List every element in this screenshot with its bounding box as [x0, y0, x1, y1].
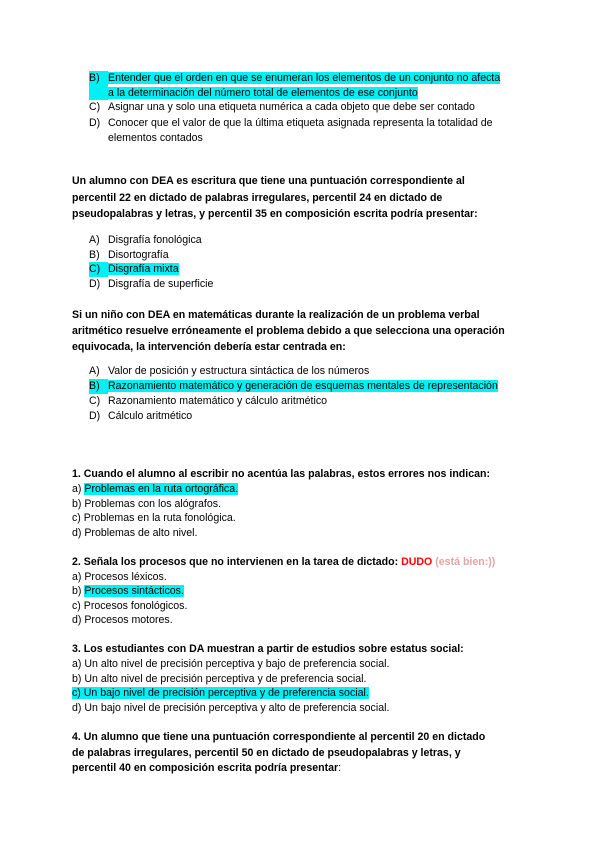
question-dea-escritura	[0, 173, 512, 223]
option-letter: C)	[89, 101, 101, 113]
option-text: Conocer que el valor de que la última etiqueta asignada representa la totalidad de	[108, 117, 493, 129]
option-text: Razonamiento matemático y generación de esquemas mentales de representación	[108, 380, 498, 392]
option-d	[0, 116, 600, 145]
option-letter: C)	[89, 262, 108, 277]
q1-option-a: a) Problemas en la ruta ortográfica.	[72, 483, 239, 495]
q2-option-c: c) Procesos fonológicos.	[72, 600, 188, 612]
question-line: aritmético resuelve erróneamente el problema debido a que selecciona una operación	[72, 325, 505, 337]
option-text: Disgrafía de superficie	[108, 278, 214, 290]
option-c	[0, 394, 600, 409]
question-2-title: 2. Señala los procesos que no intervienen en la tarea de dictado: DUDO (está bien:))	[72, 556, 496, 568]
dudo-note: DUDO	[401, 556, 433, 568]
q3-option-d: d) Un bajo nivel de precisión perceptiva y alto de preferencia social.	[72, 702, 390, 714]
option-letter: A)	[89, 234, 100, 246]
option-b	[0, 71, 600, 100]
question-3-title: 3. Los estudiantes con DA muestran a partir de estudios sobre estatus social:	[72, 643, 464, 655]
option-c	[0, 100, 600, 115]
answer-highlight: Procesos sintácticos.	[84, 585, 184, 597]
question-1-title: 1. Cuando el alumno al escribir no acentúa las palabras, estos errores nos indican:	[72, 468, 490, 480]
option-letter: A)	[89, 365, 100, 377]
option-d	[0, 409, 600, 424]
question-line: equivocada, la intervención debería estar centrada en:	[72, 341, 346, 353]
option-text: Disgrafía fonológica	[108, 234, 202, 246]
answer-highlight: Problemas en la ruta ortográfica.	[84, 483, 239, 495]
answer-highlight: c) Un bajo nivel de precisión perceptiva y de preferencia social.	[72, 687, 369, 699]
option-b	[0, 248, 600, 263]
option-letter: D)	[89, 117, 101, 129]
q2-option-b: b) Procesos sintácticos.	[72, 585, 184, 597]
option-b	[0, 379, 600, 394]
option-text: Disgrafía mixta	[108, 263, 179, 275]
option-text: Razonamiento matemático y cálculo aritmético	[108, 395, 328, 407]
question-dea-matematicas	[0, 307, 532, 355]
question-line: pseudopalabras y letras, y percentil 35 en composición escrita podría presentar:	[72, 208, 478, 220]
q3-option-b: b) Un alto nivel de precisión perceptiva y de preferencia social.	[72, 673, 367, 685]
q3-option-a: a) Un alto nivel de precisión perceptiva y bajo de preferencia social.	[72, 658, 390, 670]
option-letter: B)	[89, 249, 100, 261]
option-letter: C)	[89, 395, 101, 407]
option-letter: B)	[89, 379, 108, 394]
option-d	[0, 277, 600, 292]
q1-option-d: d) Problemas de alto nivel.	[72, 527, 198, 539]
option-text-cont: a la determinación del número total de elementos de ese conjunto	[108, 86, 418, 99]
option-letter: B)	[89, 71, 108, 100]
q2-option-a: a) Procesos léxicos.	[72, 571, 167, 583]
q1-option-c: c) Problemas en la ruta fonológica.	[72, 512, 236, 524]
option-text-cont: elementos contados	[108, 131, 203, 144]
option-text: Valor de posición y estructura sintáctica de los números	[108, 365, 370, 377]
q3-option-c	[0, 686, 600, 701]
option-text: Asignar una y solo una etiqueta numérica a cada objeto que debe ser contado	[108, 101, 475, 113]
q2-option-d: d) Procesos motores.	[72, 614, 173, 626]
bien-note: (está bien:))	[435, 556, 496, 568]
q1-option-b: b) Problemas con los alógrafos.	[72, 498, 221, 510]
option-letter: D)	[89, 410, 101, 422]
question-4-title: 4. Un alumno que tiene una puntuación correspondiente al percentil 20 en dictado de palabras irregulares, percentil 50 en dictado de pseudopalabras y letras, y percentil 40 en composición escrita podría presentar:	[72, 731, 486, 774]
option-c	[0, 262, 600, 277]
option-text: Entender que el orden en que se enumeran los elementos de un conjunto no afecta	[108, 72, 501, 84]
question-line: Un alumno con DEA es escritura que tiene una puntuación correspondiente al	[72, 175, 465, 187]
question-line: Si un niño con DEA en matemáticas durante la realización de un problema verbal	[72, 309, 480, 321]
option-a	[0, 364, 600, 379]
question-line: percentil 22 en dictado de palabras irregulares, percentil 24 en dictado de	[72, 191, 443, 204]
option-a	[0, 233, 600, 248]
option-text: Cálculo aritmético	[108, 410, 193, 422]
option-letter: D)	[89, 278, 101, 290]
option-text: Disortografía	[108, 249, 169, 261]
